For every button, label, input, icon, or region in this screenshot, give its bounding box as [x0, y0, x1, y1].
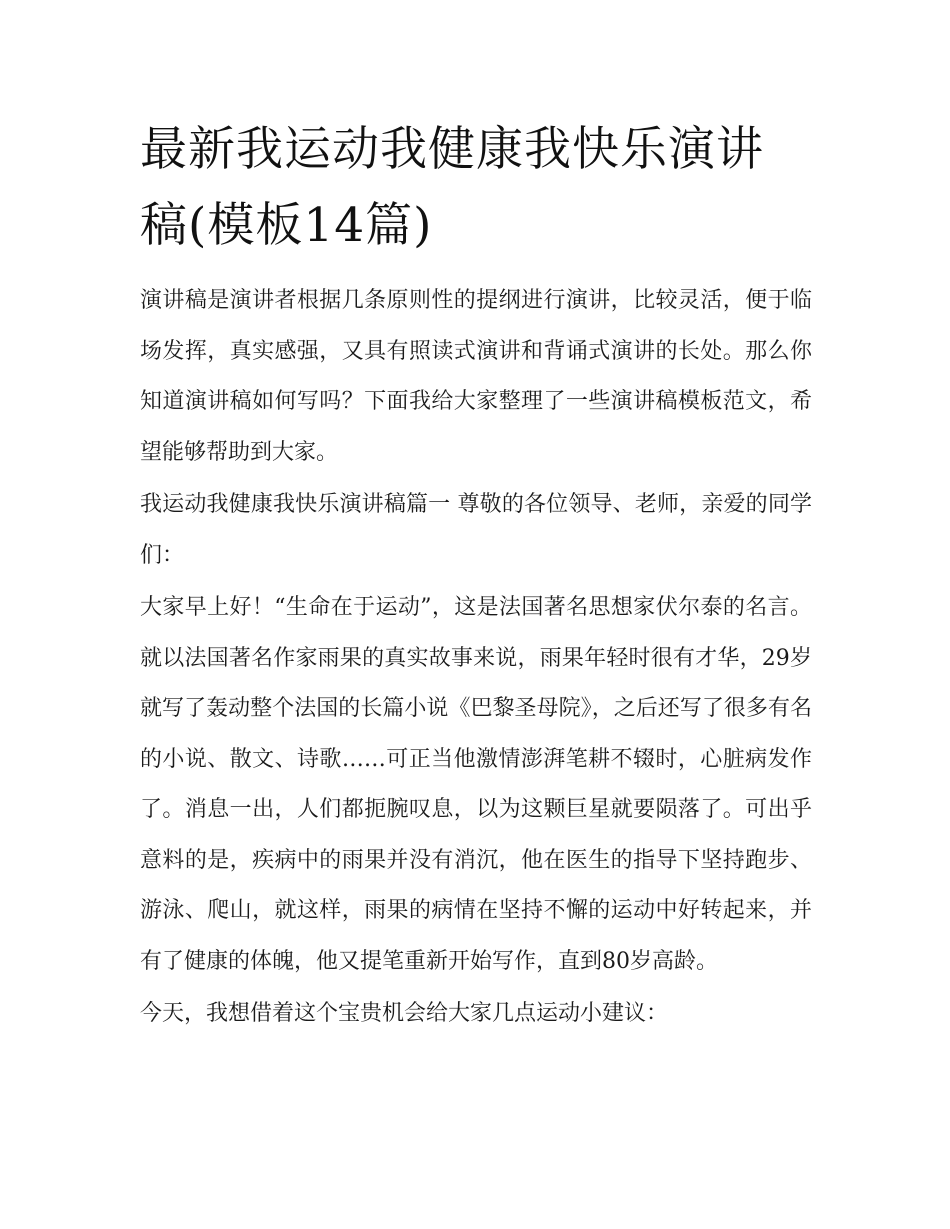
story-paragraph: 大家早上好！“生命在于运动”，这是法国著名思想家伏尔泰的名言。就以法国著名作家雨果的真实故事来说，雨果年轻时很有才华，29岁就写了轰动整个法国的长篇小说《巴黎圣母院》，之后还写了很多有名的小说、散文、诗歌……可正当他激情澎湃笔耕不辍时，心脏病发作了。消息一出，人们都扼腕叹息，以为这颗巨星就要陨落了。可出乎意料的是，疾病中的雨果并没有消沉，他在医生的指导下坚持跑步、游泳、爬山，就这样，雨果的病情在坚持不懈的运动中好转起来，并有了健康的体魄，他又提笔重新开始写作，直到80岁高龄。: [140, 595, 812, 974]
suggestion-paragraph: 今天，我想借着这个宝贵机会给大家几点运动小建议：: [140, 1001, 669, 1026]
intro-paragraph: 演讲稿是演讲者根据几条原则性的提纲进行演讲，比较灵活，便于临场发挥，真实感强，又具有照读式演讲和背诵式演讲的长处。那么你知道演讲稿如何写吗？下面我给大家整理了一些演讲稿模板范文，希望能够帮助到大家。: [140, 288, 812, 465]
document-title: 最新我运动我健康我快乐演讲稿(模板14篇): [140, 122, 764, 253]
document-body: [140, 276, 812, 1042]
greeting-paragraph: 我运动我健康我快乐演讲稿篇一 尊敬的各位领导、老师，亲爱的同学们：: [140, 492, 812, 568]
